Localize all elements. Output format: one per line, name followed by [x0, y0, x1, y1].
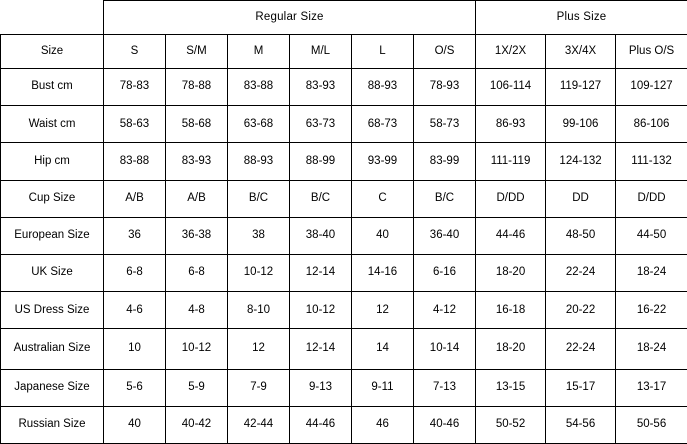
- cell: 6-16: [414, 254, 476, 291]
- cell: 5-6: [104, 369, 166, 406]
- cell: 18-20: [476, 329, 546, 369]
- column-header-s-m: S/M: [166, 35, 228, 69]
- cell: 4-6: [104, 292, 166, 329]
- row-label-japanese-size: Japanese Size: [1, 369, 104, 406]
- cell: 38: [228, 217, 290, 254]
- cell: 99-106: [546, 106, 616, 143]
- cell: 58-73: [414, 106, 476, 143]
- cell: 40: [352, 217, 414, 254]
- cell: 86-93: [476, 106, 546, 143]
- cell: 13-15: [476, 369, 546, 406]
- cell: D/DD: [476, 180, 546, 217]
- column-header-m-l: M/L: [290, 35, 352, 69]
- cell: 4-12: [414, 292, 476, 329]
- column-header-3x-4x: 3X/4X: [546, 35, 616, 69]
- cell: 83-88: [228, 69, 290, 106]
- cell: 58-68: [166, 106, 228, 143]
- cell: 83-93: [290, 69, 352, 106]
- cell: 10-14: [414, 329, 476, 369]
- cell: 88-93: [352, 69, 414, 106]
- table-row: [1, 69, 687, 106]
- cell: 38-40: [290, 217, 352, 254]
- column-header-s: S: [104, 35, 166, 69]
- cell: 111-119: [476, 143, 546, 180]
- cell: 48-50: [546, 217, 616, 254]
- cell: 68-73: [352, 106, 414, 143]
- cell: B/C: [414, 180, 476, 217]
- cell: 88-93: [228, 143, 290, 180]
- cell: 6-8: [166, 254, 228, 291]
- cell: 46: [352, 406, 414, 443]
- cell: 16-22: [616, 292, 687, 329]
- cell: 78-93: [414, 69, 476, 106]
- cell: B/C: [290, 180, 352, 217]
- cell: 14: [352, 329, 414, 369]
- row-label-uk-size: UK Size: [1, 254, 104, 291]
- table-row: [1, 406, 687, 443]
- cell: 10-12: [290, 292, 352, 329]
- row-label-cup-size: Cup Size: [1, 180, 104, 217]
- column-header-plus-os: Plus O/S: [616, 35, 687, 69]
- table-row: [1, 143, 687, 180]
- table-row: [1, 292, 687, 329]
- table-row: [1, 180, 687, 217]
- cell: 83-93: [166, 143, 228, 180]
- cell: 7-9: [228, 369, 290, 406]
- cell: 58-63: [104, 106, 166, 143]
- column-header-m: M: [228, 35, 290, 69]
- cell: 12: [352, 292, 414, 329]
- group-header-row: [1, 1, 687, 35]
- cell: 13-17: [616, 369, 687, 406]
- cell: 10-12: [228, 254, 290, 291]
- table-row: [1, 329, 687, 369]
- cell: 12-14: [290, 254, 352, 291]
- group-header-blank: [1, 1, 104, 35]
- cell: 18-24: [616, 254, 687, 291]
- cell: 83-99: [414, 143, 476, 180]
- cell: 63-68: [228, 106, 290, 143]
- cell: 9-13: [290, 369, 352, 406]
- cell: 44-50: [616, 217, 687, 254]
- cell: 14-16: [352, 254, 414, 291]
- cell: D/DD: [616, 180, 687, 217]
- cell: 111-132: [616, 143, 687, 180]
- cell: 50-52: [476, 406, 546, 443]
- table-row: [1, 217, 687, 254]
- cell: 40: [104, 406, 166, 443]
- cell: 10-12: [166, 329, 228, 369]
- cell: 42-44: [228, 406, 290, 443]
- cell: 9-11: [352, 369, 414, 406]
- cell: 12-14: [290, 329, 352, 369]
- cell: 78-88: [166, 69, 228, 106]
- cell: 83-88: [104, 143, 166, 180]
- cell: 18-20: [476, 254, 546, 291]
- cell: 36: [104, 217, 166, 254]
- cell: 109-127: [616, 69, 687, 106]
- cell: 20-22: [546, 292, 616, 329]
- cell: 7-13: [414, 369, 476, 406]
- cell: 86-106: [616, 106, 687, 143]
- cell: 5-9: [166, 369, 228, 406]
- cell: 10: [104, 329, 166, 369]
- cell: 124-132: [546, 143, 616, 180]
- row-label-bust-cm: Bust cm: [1, 69, 104, 106]
- row-label-hip-cm: Hip cm: [1, 143, 104, 180]
- row-label-russian-size: Russian Size: [1, 406, 104, 443]
- cell: 50-56: [616, 406, 687, 443]
- cell: 40-46: [414, 406, 476, 443]
- row-label-waist-cm: Waist cm: [1, 106, 104, 143]
- cell: A/B: [104, 180, 166, 217]
- cell: 63-73: [290, 106, 352, 143]
- cell: 36-38: [166, 217, 228, 254]
- column-header-1x-2x: 1X/2X: [476, 35, 546, 69]
- table-row: [1, 106, 687, 143]
- cell: 8-10: [228, 292, 290, 329]
- cell: 16-18: [476, 292, 546, 329]
- row-label-australian-size: Australian Size: [1, 329, 104, 369]
- cell: 119-127: [546, 69, 616, 106]
- cell: 4-8: [166, 292, 228, 329]
- row-label-us-dress-size: US Dress Size: [1, 292, 104, 329]
- group-header-plus-size: Plus Size: [476, 1, 687, 35]
- cell: 106-114: [476, 69, 546, 106]
- cell: 93-99: [352, 143, 414, 180]
- table-row: [1, 369, 687, 406]
- cell: 54-56: [546, 406, 616, 443]
- cell: 6-8: [104, 254, 166, 291]
- cell: 22-24: [546, 254, 616, 291]
- column-header-l: L: [352, 35, 414, 69]
- cell: 44-46: [476, 217, 546, 254]
- group-header-regular-size: Regular Size: [104, 1, 476, 35]
- cell: 12: [228, 329, 290, 369]
- cell: 15-17: [546, 369, 616, 406]
- column-header-size: Size: [1, 35, 104, 69]
- cell: 44-46: [290, 406, 352, 443]
- cell: 18-24: [616, 329, 687, 369]
- cell: 36-40: [414, 217, 476, 254]
- cell: 78-83: [104, 69, 166, 106]
- table-row: [1, 254, 687, 291]
- cell: B/C: [228, 180, 290, 217]
- column-header-row: [1, 35, 687, 69]
- cell: DD: [546, 180, 616, 217]
- row-label-european-size: European Size: [1, 217, 104, 254]
- cell: 40-42: [166, 406, 228, 443]
- cell: A/B: [166, 180, 228, 217]
- cell: C: [352, 180, 414, 217]
- column-header-os: O/S: [414, 35, 476, 69]
- cell: 22-24: [546, 329, 616, 369]
- cell: 88-99: [290, 143, 352, 180]
